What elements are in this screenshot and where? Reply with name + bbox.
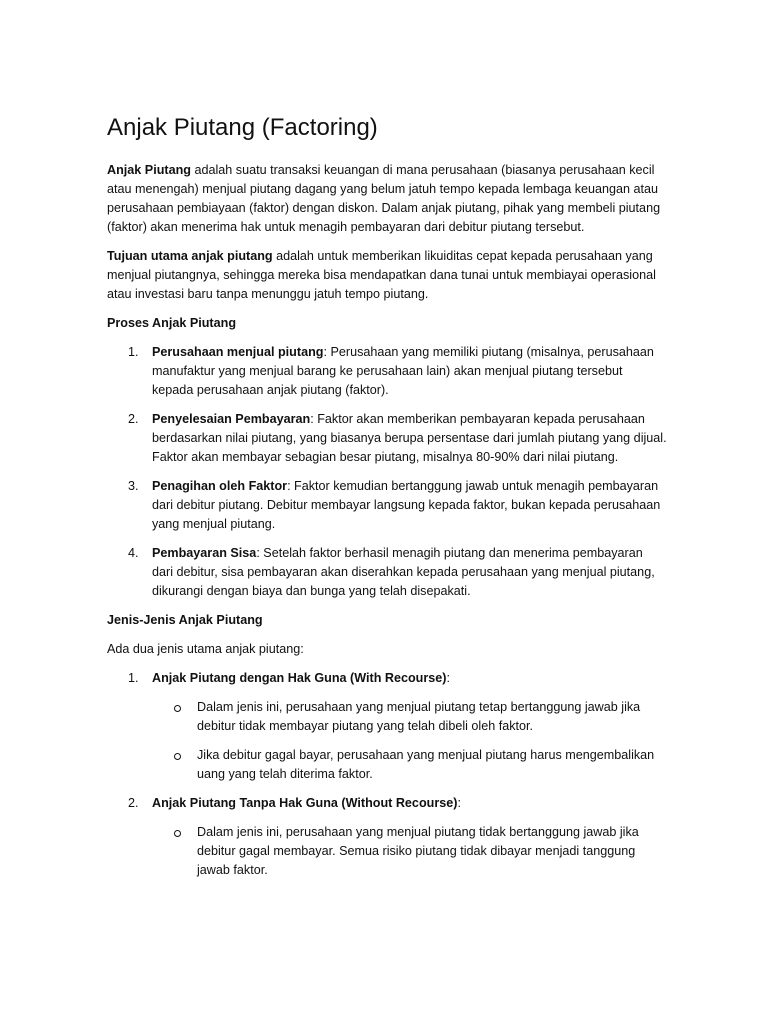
step-number: 4. bbox=[128, 546, 139, 560]
type-title-suffix: : bbox=[446, 671, 450, 685]
type-bullets bbox=[152, 823, 667, 880]
step-number: 1. bbox=[128, 345, 139, 359]
hollow-bullet-icon bbox=[174, 753, 181, 760]
step-title: Penyelesaian Pembayaran bbox=[152, 412, 311, 426]
step-number: 2. bbox=[128, 412, 139, 426]
intro-term: Anjak Piutang bbox=[107, 163, 191, 177]
type-number: 1. bbox=[128, 671, 139, 685]
bullet-item bbox=[152, 823, 667, 880]
hollow-bullet-icon bbox=[174, 705, 181, 712]
type-item bbox=[107, 669, 667, 784]
step-title: Penagihan oleh Faktor bbox=[152, 479, 288, 493]
purpose-text: adalah untuk memberikan likuiditas cepat kepada perusahaan yang menjual piutangnya, sehingga mereka bisa mendapatkan dana tunai untuk membiayai operasional atau investasi baru tanpa menunggu jatuh tempo piutang. bbox=[107, 249, 656, 301]
type-title: Anjak Piutang dengan Hak Guna (With Recourse) bbox=[152, 671, 447, 685]
intro-paragraph bbox=[107, 161, 667, 237]
step-text: : Setelah faktor berhasil menagih piutang dan menerima pembayaran dari debitur, sisa pembayaran akan diserahkan kepada perusahaan yang menjual piutang, dikurangi dengan biaya dan bunga yang telah disepakati. bbox=[152, 546, 655, 598]
step-text: : Faktor kemudian bertanggung jawab untuk menagih pembayaran dari debitur piutang. Debitur membayar langsung kepada faktor, bukan kepada perusahaan yang menjual piutang. bbox=[152, 479, 661, 531]
bullet-item bbox=[152, 698, 667, 736]
document-title: Anjak Piutang (Factoring) bbox=[107, 114, 378, 141]
process-heading: Proses Anjak Piutang bbox=[107, 316, 237, 330]
type-title-suffix: : bbox=[457, 796, 461, 810]
purpose-term: Tujuan utama anjak piutang bbox=[107, 249, 273, 263]
type-item bbox=[107, 794, 667, 880]
bullet-item bbox=[152, 746, 667, 784]
process-list bbox=[107, 343, 667, 601]
intro-text: adalah suatu transaksi keuangan di mana perusahaan (biasanya perusahaan kecil atau menengah) menjual piutang dagang yang belum jatuh tempo kepada lembaga keuangan atau perusahaan pembiayaan (faktor) dengan diskon. Dalam anjak piutang, pihak yang membeli piutang (faktor) akan menerima hak untuk menagih pembayaran dari debitur piutang tersebut. bbox=[107, 163, 661, 234]
process-step bbox=[107, 343, 667, 400]
type-title: Anjak Piutang Tanpa Hak Guna (Without Recourse) bbox=[152, 796, 458, 810]
process-step bbox=[107, 477, 667, 534]
bullet-text: Dalam jenis ini, perusahaan yang menjual piutang tidak bertanggung jawab jika debitur gagal membayar. Semua risiko piutang tidak dibayar menjadi tanggung jawab faktor. bbox=[197, 825, 639, 877]
hollow-bullet-icon bbox=[174, 830, 181, 837]
bullet-text: Jika debitur gagal bayar, perusahaan yang menjual piutang harus mengembalikan uang yang telah diterima faktor. bbox=[197, 748, 655, 781]
step-title: Perusahaan menjual piutang bbox=[152, 345, 324, 359]
step-text: : Faktor akan memberikan pembayaran kepada perusahaan berdasarkan nilai piutang, yang biasanya berupa persentase dari jumlah piutang yang dijual. Faktor akan membayar sebagian besar piutang, misalnya 80-90% dari nilai piutang. bbox=[152, 412, 667, 464]
step-text: : Perusahaan yang memiliki piutang (misalnya, perusahaan manufaktur yang menjual barang ke perusahaan lain) akan menjual piutang tersebut kepada perusahaan anjak piutang (faktor). bbox=[152, 345, 654, 397]
bullet-text: Dalam jenis ini, perusahaan yang menjual piutang tetap bertanggung jawab jika debitur tidak membayar piutang yang telah dibeli oleh faktor. bbox=[197, 700, 641, 733]
purpose-paragraph bbox=[107, 247, 667, 304]
process-step bbox=[107, 544, 667, 601]
types-list bbox=[107, 669, 667, 880]
step-title: Pembayaran Sisa bbox=[152, 546, 257, 560]
types-intro: Ada dua jenis utama anjak piutang: bbox=[107, 642, 304, 656]
document-body bbox=[107, 111, 667, 890]
type-number: 2. bbox=[128, 796, 139, 810]
step-number: 3. bbox=[128, 479, 139, 493]
type-bullets bbox=[152, 698, 667, 784]
types-heading: Jenis-Jenis Anjak Piutang bbox=[107, 613, 263, 627]
process-step bbox=[107, 410, 667, 467]
